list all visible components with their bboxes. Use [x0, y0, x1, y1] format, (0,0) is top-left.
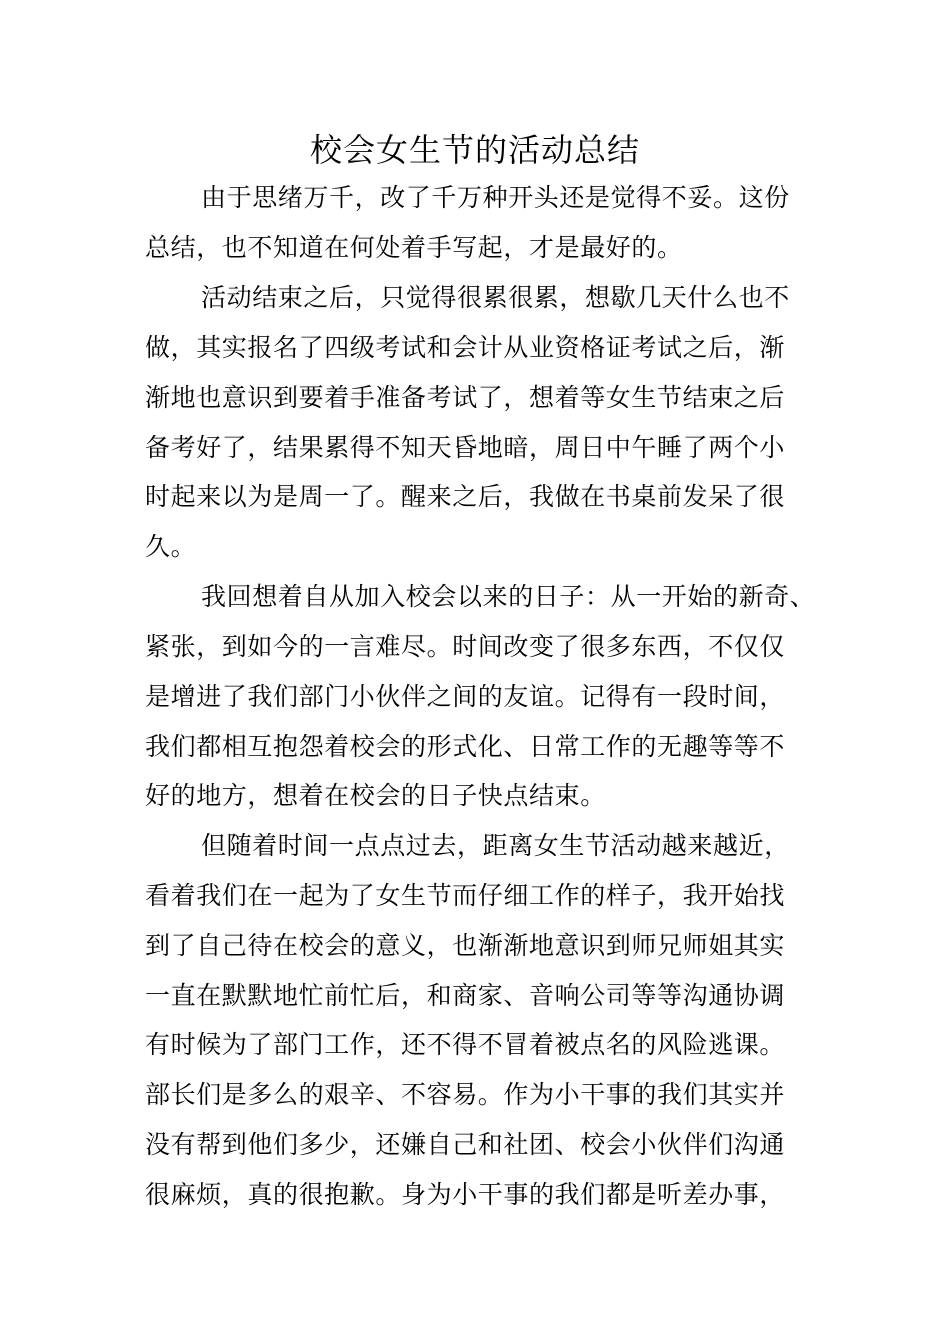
paragraph-2-line-6: 久。 [145, 532, 197, 561]
paragraph-3-line-3: 是增进了我们部门小伙伴之间的友谊。记得有一段时间， [145, 682, 786, 711]
paragraph-3-line-2: 紧张，到如今的一言难尽。时间改变了很多东西，不仅仅 [145, 632, 786, 661]
document-title: 校会女生节的活动总结 [309, 131, 640, 169]
paragraph-4-line-4: 一直在默默地忙前忙后，和商家、音响公司等等沟通协调 [145, 981, 786, 1010]
paragraph-2-line-2: 做，其实报名了四级考试和会计从业资格证考试之后，渐 [145, 333, 786, 362]
paragraph-4-line-7: 没有帮到他们多少，还嫌自己和社团、校会小伙伴们沟通 [145, 1130, 786, 1159]
paragraph-4-line-8: 很麻烦，真的很抱歉。身为小干事的我们都是听差办事， [145, 1180, 786, 1209]
paragraph-2-line-4: 备考好了，结果累得不知天昏地暗，周日中午睡了两个小 [145, 433, 786, 462]
paragraph-3-line-4: 我们都相互抱怨着校会的形式化、日常工作的无趣等等不 [145, 732, 786, 761]
paragraph-4-line-6: 部长们是多么的艰辛、不容易。作为小干事的我们其实并 [145, 1080, 786, 1109]
paragraph-4-line-2: 看着我们在一起为了女生节而仔细工作的样子，我开始找 [145, 881, 786, 910]
paragraph-2-line-1: 活动结束之后，只觉得很累很累，想歇几天什么也不 [201, 283, 790, 312]
paragraph-4-line-5: 有时候为了部门工作，还不得不冒着被点名的风险逃课。 [145, 1030, 786, 1059]
paragraph-4-line-1: 但随着时间一点点过去，距离女生节活动越来越近， [201, 831, 790, 860]
paragraph-3-line-5: 好的地方，想着在校会的日子快点结束。 [145, 781, 606, 810]
paragraph-4-line-3: 到了自己待在校会的意义，也渐渐地意识到师兄师姐其实 [145, 931, 786, 960]
paragraph-2-line-5: 时起来以为是周一了。醒来之后，我做在书桌前发呆了很 [145, 482, 786, 511]
paragraph-3-line-1: 我回想着自从加入校会以来的日子：从一开始的新奇、 [201, 582, 816, 611]
paragraph-1-line-2: 总结，也不知道在何处着手写起，才是最好的。 [145, 233, 683, 262]
paragraph-2-line-3: 渐地也意识到要着手准备考试了，想着等女生节结束之后 [145, 383, 786, 412]
paragraph-1-line-1: 由于思绪万千，改了千万种开头还是觉得不妥。这份 [201, 183, 790, 212]
